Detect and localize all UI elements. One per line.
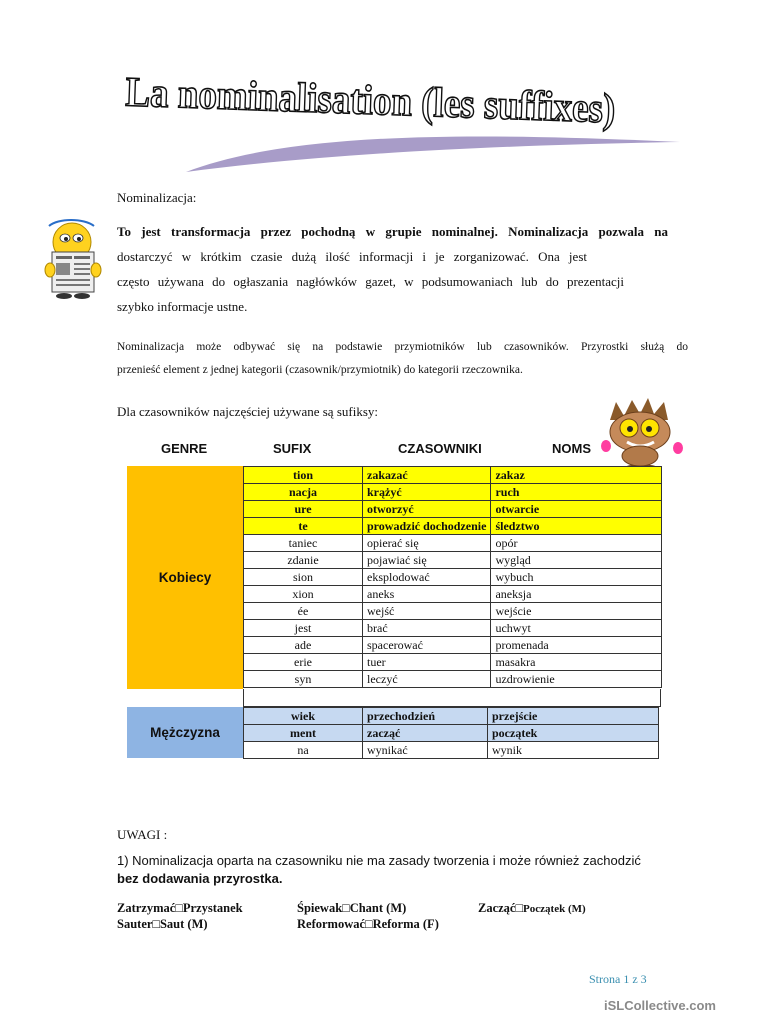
notes-point1-bold: bez dodawania przyrostka.	[117, 871, 283, 886]
verb-cell: prowadzić dochodzenie	[363, 518, 491, 535]
noun-cell: wybuch	[491, 569, 662, 586]
newspaper-smiley-icon	[44, 218, 106, 300]
suffix-cell: jest	[244, 620, 363, 637]
suffix-cell: syn	[244, 671, 363, 688]
noun-cell: ruch	[491, 484, 662, 501]
para2-line2: przenieść element z jednej kategorii (czasownik/przymiotnik) do kategorii rzeczownika.	[117, 364, 523, 376]
suffix-cell: tion	[244, 467, 363, 484]
suffix-cell: xion	[244, 586, 363, 603]
suffix-cell: ment	[244, 725, 363, 742]
example-5: Reformować□Reforma (F)	[297, 917, 439, 931]
table-spacer-row	[243, 689, 661, 707]
page-title: La nominalisation (les suffixes)	[124, 69, 683, 135]
table-row	[244, 569, 662, 586]
example-3-noun: Początek (M)	[523, 903, 586, 915]
noun-cell: wynik	[488, 742, 659, 759]
para1-line1: To jest transformacja przez pochodną w grupie nominalnej. Nominalizacja pozwala na	[117, 224, 668, 239]
example-3	[478, 900, 586, 918]
swoosh-decoration	[186, 136, 680, 172]
header-czasowniki: CZASOWNIKI	[398, 441, 482, 456]
suffix-cell: wiek	[244, 708, 363, 725]
suffix-cell: te	[244, 518, 363, 535]
notes-heading: UWAGI :	[117, 827, 168, 842]
table-row	[244, 654, 662, 671]
suffix-cell: na	[244, 742, 363, 759]
verb-cell: opierać się	[363, 535, 491, 552]
noun-cell: śledztwo	[491, 518, 662, 535]
table-row	[244, 535, 662, 552]
verb-cell: brać	[363, 620, 491, 637]
suffix-cell: ée	[244, 603, 363, 620]
noun-cell: promenada	[491, 637, 662, 654]
suffix-cell: zdanie	[244, 552, 363, 569]
verb-cell: pojawiać się	[363, 552, 491, 569]
verb-cell: wynikać	[363, 742, 488, 759]
intro-label: Nominalizacja:	[117, 190, 197, 205]
header-sufix: SUFIX	[273, 441, 312, 456]
verb-cell: spacerować	[363, 637, 491, 654]
table-row	[244, 518, 662, 535]
example-1: Zatrzymać□Przystanek	[117, 901, 243, 915]
noun-cell: przejście	[488, 708, 659, 725]
suffix-cell: erie	[244, 654, 363, 671]
group-masculine	[127, 707, 243, 758]
table-row	[244, 484, 662, 501]
suffix-cell: ade	[244, 637, 363, 654]
example-4: Sauter□Saut (M)	[117, 917, 208, 931]
example-2: Śpiewak□Chant (M)	[297, 901, 407, 915]
monster-icon	[600, 398, 684, 472]
table-row	[244, 708, 659, 725]
noun-cell: opór	[491, 535, 662, 552]
example-3-verb: Zacząć□	[478, 901, 524, 915]
para2-line1: Nominalizacja może odbywać się na podstawie przymiotników lub czasowników. Przyrostki służą do	[117, 341, 688, 353]
suffix-cell: nacja	[244, 484, 363, 501]
verb-cell: leczyć	[363, 671, 491, 688]
verb-cell: aneks	[363, 586, 491, 603]
suffix-cell: sion	[244, 569, 363, 586]
table-row	[244, 620, 662, 637]
para1-line3: często używana do ogłaszania nagłówków gazet, w podsumowaniach lub do prezentacji	[117, 274, 624, 289]
noun-cell: początek	[488, 725, 659, 742]
noun-cell: wejście	[491, 603, 662, 620]
verb-cell: wejść	[363, 603, 491, 620]
group-masculine-label: Mężczyzna	[150, 725, 220, 740]
table-row	[244, 742, 659, 759]
header-genre: GENRE	[161, 441, 208, 456]
header-noms: NOMS	[552, 441, 591, 456]
verb-cell: eksplodować	[363, 569, 491, 586]
verb-cell: zakazać	[363, 467, 491, 484]
table-row	[244, 501, 662, 518]
feminine-table	[243, 466, 662, 688]
verb-cell: przechodzień	[363, 708, 488, 725]
table-row	[244, 725, 659, 742]
page-number: Strona 1 z 3	[589, 972, 647, 986]
suffix-cell: ure	[244, 501, 363, 518]
noun-cell: uzdrowienie	[491, 671, 662, 688]
suffix-intro: Dla czasowników najczęściej używane są sufiksy:	[117, 404, 378, 419]
table-row	[244, 552, 662, 569]
page-title-graphic	[0, 62, 768, 182]
table-row	[244, 603, 662, 620]
table-row	[244, 467, 662, 484]
masculine-table	[243, 707, 659, 759]
suffix-cell: taniec	[244, 535, 363, 552]
notes-point1: 1) Nominalizacja oparta na czasowniku nie ma zasady tworzenia i może również zachodzić	[117, 853, 641, 868]
table-row	[244, 637, 662, 654]
para1-line2: dostarczyć w krótkim czasie dużą ilość informacji i je zorganizować. Ona jest	[117, 249, 587, 264]
watermark: iSLCollective.com	[604, 998, 716, 1013]
para1-line4: szybko informacje ustne.	[117, 299, 248, 314]
noun-cell: uchwyt	[491, 620, 662, 637]
table-row	[244, 671, 662, 688]
verb-cell: krążyć	[363, 484, 491, 501]
group-feminine-label: Kobiecy	[158, 570, 212, 585]
verb-cell: zacząć	[363, 725, 488, 742]
noun-cell: zakaz	[491, 467, 662, 484]
verb-cell: tuer	[363, 654, 491, 671]
noun-cell: wygląd	[491, 552, 662, 569]
table-row	[244, 586, 662, 603]
noun-cell: aneksja	[491, 586, 662, 603]
group-feminine	[127, 466, 243, 689]
noun-cell: masakra	[491, 654, 662, 671]
noun-cell: otwarcie	[491, 501, 662, 518]
verb-cell: otworzyć	[363, 501, 491, 518]
